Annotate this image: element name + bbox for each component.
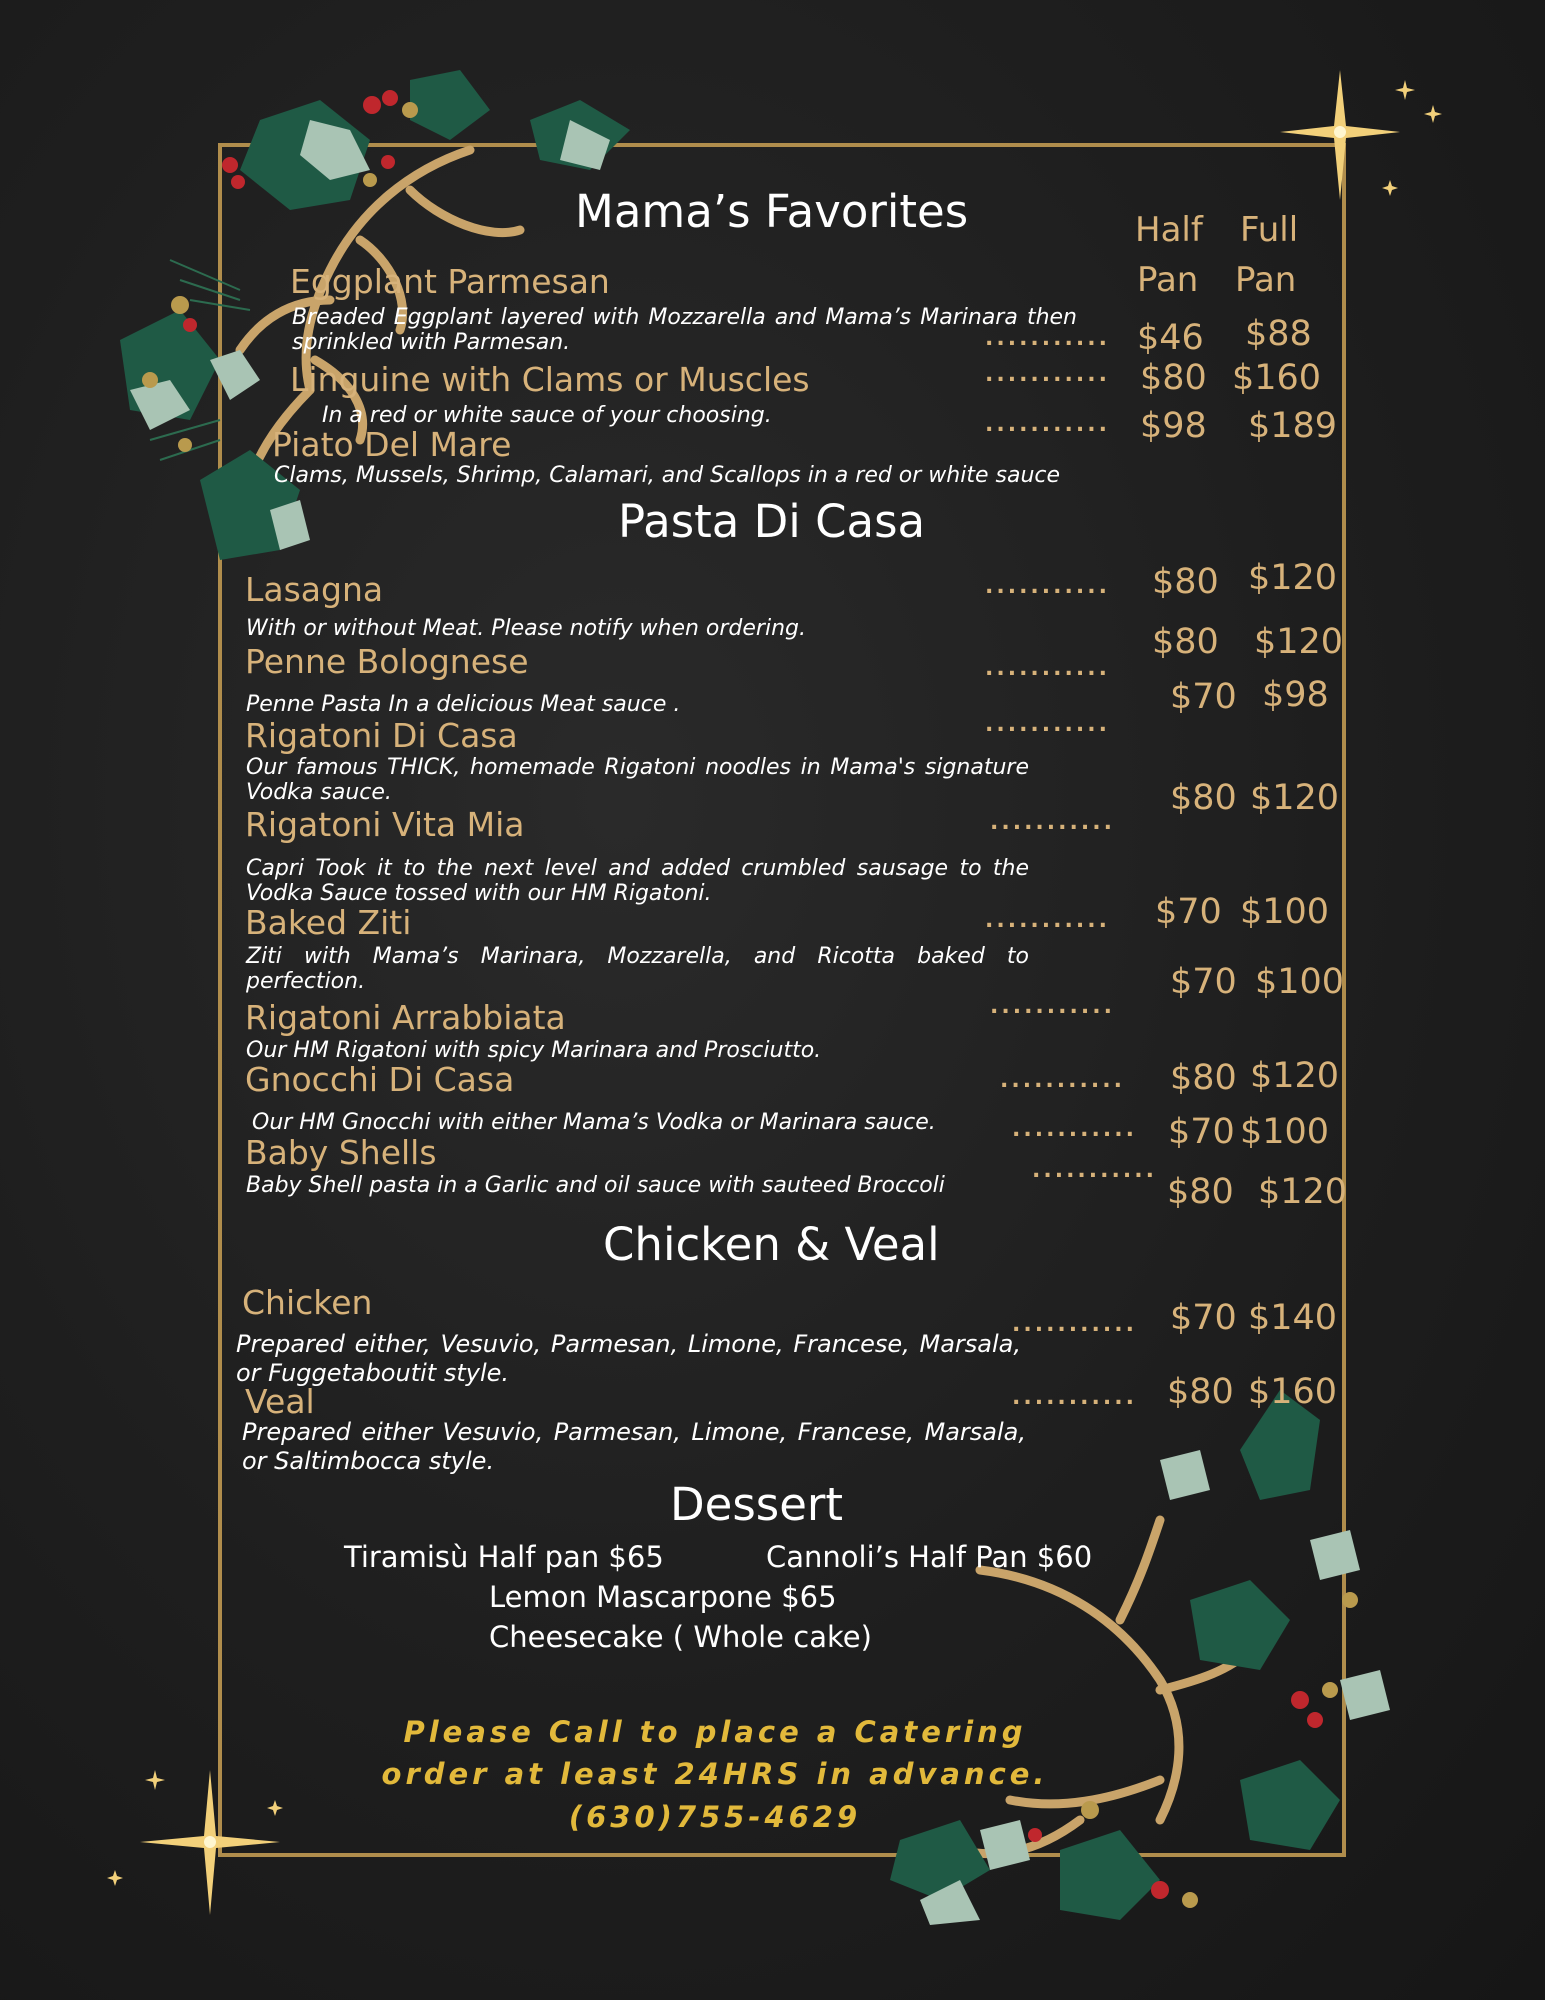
menu-item-name: Rigatoni Vita Mia — [245, 805, 525, 844]
price-leader-dots: ........... — [985, 574, 1110, 599]
section-title-favorites: Mama’s Favorites — [575, 185, 969, 238]
half-pan-price: $70 — [1155, 892, 1222, 932]
section-title-pasta: Pasta Di Casa — [618, 495, 926, 548]
menu-item-description: Our famous THICK, homemade Rigatoni noodles in Mama's signature Vodka sauce. — [246, 755, 1029, 805]
menu-item-name: Lasagna — [245, 570, 384, 609]
half-pan-price: $80 — [1152, 622, 1219, 662]
menu-item-name: Linguine with Clams or Muscles — [290, 360, 810, 399]
price-leader-dots: ........... — [1012, 1312, 1137, 1337]
full-pan-header-line1: Full — [1240, 210, 1299, 250]
menu-item-description: With or without Meat. Please notify when ordering. — [246, 616, 806, 641]
menu-item-description: Ziti with Mama’s Marinara, Mozzarella, and Ricotta baked to perfection. — [246, 944, 1029, 994]
full-pan-price: $160 — [1232, 358, 1322, 398]
price-leader-dots: ........... — [1000, 1068, 1125, 1093]
price-leader-dots: ........... — [990, 994, 1115, 1019]
catering-call-line1: Please Call to place a Catering — [403, 1715, 1027, 1749]
full-pan-price: $120 — [1250, 1056, 1340, 1096]
menu-item-description: Capri Took it to the next level and added crumbled sausage to the Vodka Sauce tossed with our HM Rigatoni. — [246, 856, 1029, 906]
full-pan-price: $120 — [1248, 558, 1338, 598]
price-leader-dots: ........... — [985, 362, 1110, 387]
half-pan-price: $80 — [1152, 562, 1219, 602]
catering-call-line2: order at least 24HRS in advance. — [381, 1757, 1049, 1791]
menu-item-description: Prepared either Vesuvio, Parmesan, Limone, Francese, Marsala, or Saltimbocca style. — [242, 1418, 1026, 1475]
half-pan-price: $80 — [1170, 1058, 1237, 1098]
menu-item-description: Breaded Eggplant layered with Mozzarella and Mama’s Marinara then sprinkled with Parmesan. — [292, 305, 1077, 355]
menu-item-description: In a red or white sauce of your choosing. — [322, 403, 772, 428]
menu-item-name: Penne Bolognese — [245, 642, 529, 681]
half-pan-price: $70 — [1170, 962, 1237, 1002]
half-pan-price: $80 — [1140, 358, 1207, 398]
half-pan-price: $46 — [1137, 318, 1204, 358]
catering-phone-number: (630)755-4629 — [568, 1800, 862, 1834]
menu-item-name: Baby Shells — [245, 1133, 437, 1172]
full-pan-price: $120 — [1254, 622, 1344, 662]
dessert-lemon-mascarpone: Lemon Mascarpone $65 — [489, 1580, 837, 1614]
sparkle-star-bottom-left — [100, 1760, 300, 1920]
price-leader-dots: ........... — [1032, 1158, 1157, 1183]
menu-item-name: Gnocchi Di Casa — [245, 1060, 515, 1099]
menu-item-name: Chicken — [242, 1283, 373, 1322]
full-pan-price: $100 — [1240, 892, 1330, 932]
menu-item-description: Clams, Mussels, Shrimp, Calamari, and Scallops in a red or white sauce — [274, 463, 1061, 488]
full-pan-price: $189 — [1248, 406, 1338, 446]
menu-item-name: Eggplant Parmesan — [290, 262, 610, 301]
menu-item-description: Prepared either, Vesuvio, Parmesan, Limone, Francese, Marsala, or Fuggetaboutit style. — [236, 1330, 1021, 1387]
price-leader-dots: ........... — [990, 810, 1115, 835]
price-leader-dots: ........... — [985, 326, 1110, 351]
dessert-cheesecake: Cheesecake ( Whole cake) — [489, 1620, 872, 1654]
menu-item-name: Rigatoni Di Casa — [245, 716, 518, 755]
section-title-chicken-veal: Chicken & Veal — [603, 1218, 940, 1271]
section-title-dessert: Dessert — [670, 1478, 844, 1531]
full-pan-header-line2: Pan — [1235, 260, 1297, 300]
menu-item-description: Our HM Gnocchi with either Mama’s Vodka or Marinara sauce. — [252, 1110, 936, 1135]
dessert-cannoli: Cannoli’s Half Pan $60 — [766, 1540, 1093, 1574]
full-pan-price: $100 — [1255, 962, 1345, 1002]
price-leader-dots: ........... — [985, 908, 1110, 933]
menu-item-name: Piato Del Mare — [272, 425, 512, 464]
menu-item-description: Baby Shell pasta in a Garlic and oil sauce with sauteed Broccoli — [246, 1173, 945, 1198]
full-pan-price: $120 — [1250, 778, 1340, 818]
half-pan-price: $80 — [1167, 1372, 1234, 1412]
sparkle-star-top-right — [1275, 60, 1455, 220]
full-pan-price: $98 — [1262, 675, 1329, 715]
full-pan-price: $140 — [1248, 1298, 1338, 1338]
half-pan-price: $98 — [1140, 406, 1207, 446]
menu-item-name: Rigatoni Arrabbiata — [245, 998, 566, 1037]
menu-item-name: Baked Ziti — [245, 903, 412, 942]
price-leader-dots: ........... — [1012, 1385, 1137, 1410]
half-pan-price: $70 — [1170, 1298, 1237, 1338]
price-leader-dots: ........... — [985, 656, 1110, 681]
menu-item-name: Veal — [245, 1382, 315, 1421]
full-pan-price: $120 — [1258, 1172, 1348, 1212]
price-leader-dots: ........... — [985, 712, 1110, 737]
half-pan-price: $80 — [1167, 1172, 1234, 1212]
menu-item-description: Penne Pasta In a delicious Meat sauce . — [246, 692, 681, 717]
half-pan-price: $70 — [1170, 677, 1237, 717]
price-leader-dots: ........... — [985, 412, 1110, 437]
full-pan-price: $160 — [1248, 1372, 1338, 1412]
menu-item-description: Our HM Rigatoni with spicy Marinara and Prosciutto. — [246, 1038, 822, 1063]
price-leader-dots: ........... — [1012, 1117, 1137, 1142]
dessert-tiramisu: Tiramisù Half pan $65 — [344, 1540, 664, 1574]
half-pan-price: $80 — [1170, 778, 1237, 818]
half-pan-header-line1: Half — [1135, 210, 1203, 250]
half-pan-price: $70 — [1168, 1112, 1235, 1152]
half-pan-header-line2: Pan — [1137, 260, 1199, 300]
full-pan-price: $88 — [1245, 314, 1312, 354]
full-pan-price: $100 — [1240, 1112, 1330, 1152]
